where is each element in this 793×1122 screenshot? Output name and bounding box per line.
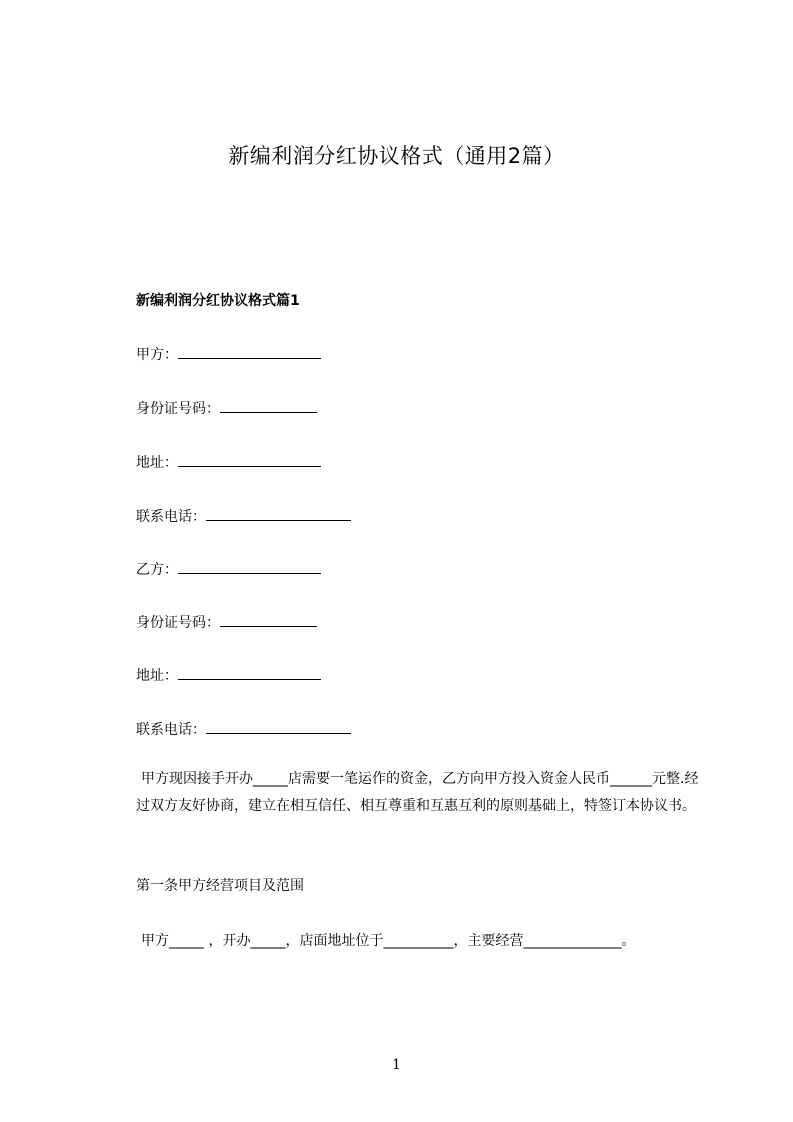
party-a-id-label: 身份证号码：: [136, 401, 220, 417]
party-a-address-blank: [178, 452, 321, 467]
party-b-name-label: 乙方：: [136, 562, 178, 578]
party-a-phone-label: 联系电话：: [136, 509, 206, 525]
party-b-phone-field: [136, 719, 351, 741]
article-1-text: 甲方_____ ，开办_____，店面地址位于__________，主要经营______________。: [141, 933, 636, 949]
party-a-id-field: [136, 398, 317, 420]
party-a-name-blank: [178, 344, 321, 359]
article-1-title: 第一条甲方经营项目及范围: [136, 878, 304, 894]
party-b-address-label: 地址：: [136, 668, 178, 684]
party-a-phone-field: [136, 506, 351, 528]
party-b-name-field: [136, 559, 321, 581]
party-a-id-blank: [220, 398, 317, 413]
party-b-id-blank: [220, 612, 317, 627]
party-b-id-field: [136, 612, 317, 634]
party-b-address-field: [136, 665, 321, 687]
party-a-address-label: 地址：: [136, 455, 178, 471]
party-b-phone-label: 联系电话：: [136, 722, 206, 738]
page-number: 1: [392, 1057, 401, 1073]
party-a-name-label: 甲方：: [136, 347, 178, 363]
document-title: 新编利润分红协议格式（通用2篇）: [228, 144, 565, 168]
section-heading: 新编利润分红协议格式篇1: [136, 293, 300, 309]
intro-paragraph: 甲方现因接手开办_____店需要一笔运作的资金，乙方向甲方投入资金人民币______元整.经过双方友好协商，建立在相互信任、相互尊重和互惠互利的原则基础上，特签订本协议书。: [136, 771, 699, 814]
party-b-phone-blank: [206, 719, 351, 734]
party-a-address-field: [136, 452, 321, 474]
party-b-address-blank: [178, 665, 321, 680]
party-a-phone-blank: [206, 506, 351, 521]
party-a-name-field: [136, 344, 321, 366]
party-b-id-label: 身份证号码：: [136, 615, 220, 631]
party-b-name-blank: [178, 559, 321, 574]
